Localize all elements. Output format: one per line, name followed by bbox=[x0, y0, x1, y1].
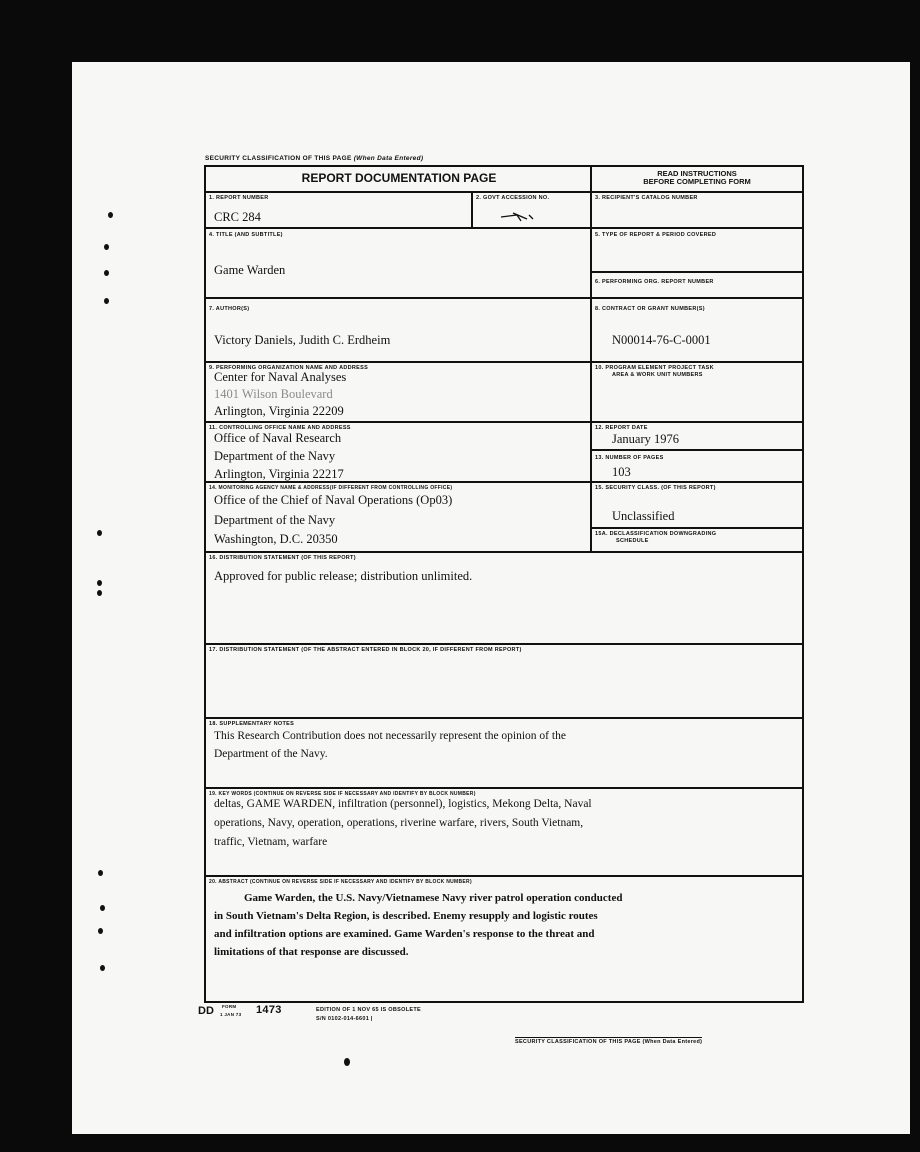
field-20-abstract bbox=[205, 876, 803, 1002]
field-15-value: Unclassified bbox=[612, 509, 675, 523]
field-16-label: 16. DISTRIBUTION STATEMENT (OF THIS REPORT) bbox=[209, 555, 356, 561]
field-11-line-2: Department of the Navy bbox=[214, 449, 336, 463]
field-20-line-3: and infiltration options are examined. Game Warden's response to the threat and bbox=[214, 928, 595, 940]
bottom-security-classification: SECURITY CLASSIFICATION OF THIS PAGE (When Data Entered) bbox=[515, 1039, 703, 1045]
read-instructions bbox=[592, 170, 802, 186]
field-10-program-element bbox=[591, 362, 803, 422]
field-15a-declassification bbox=[591, 528, 803, 552]
field-18-label: 18. SUPPLEMENTARY NOTES bbox=[209, 721, 295, 727]
scan-top-border bbox=[0, 0, 920, 62]
title-cell bbox=[205, 166, 591, 192]
field-5-label: 5. TYPE OF REPORT & PERIOD COVERED bbox=[595, 232, 717, 238]
field-20-line-2: in South Vietnam's Delta Region, is described. Enemy resupply and logistic routes bbox=[214, 910, 598, 922]
field-20-line-1: Game Warden, the U.S. Navy/Vietnamese Navy river patrol operation conducted bbox=[244, 892, 623, 904]
scan-dot bbox=[104, 298, 109, 304]
field-9-line-2: 1401 Wilson Boulevard bbox=[214, 387, 333, 401]
security-classification-header bbox=[205, 155, 423, 162]
field-3-recipient-catalog bbox=[591, 192, 803, 228]
field-1-value: CRC 284 bbox=[214, 210, 261, 224]
sn-text: S/N 0102-014-6601 | bbox=[316, 1016, 373, 1022]
scan-dot bbox=[97, 530, 102, 536]
field-12-label: 12. REPORT DATE bbox=[595, 425, 648, 431]
scan-dot bbox=[97, 590, 102, 596]
field-10-label-2: AREA & WORK UNIT NUMBERS bbox=[612, 372, 703, 378]
field-17-label: 17. DISTRIBUTION STATEMENT (OF THE ABSTRACT ENTERED IN BLOCK 20, IF DIFFERENT FROM REPORT) bbox=[209, 647, 522, 653]
field-19-line-1: deltas, GAME WARDEN, infiltration (personnel), logistics, Mekong Delta, Naval bbox=[214, 798, 592, 810]
scan-dot bbox=[108, 212, 113, 218]
field-2-govt-accession bbox=[472, 192, 591, 228]
read-instructions-line2: BEFORE COMPLETING FORM bbox=[643, 177, 751, 186]
field-4-value: Game Warden bbox=[214, 263, 286, 277]
form-title: REPORT DOCUMENTATION PAGE bbox=[301, 171, 497, 185]
field-20-line-4: limitations of that response are discussed. bbox=[214, 946, 409, 958]
field-18-line-1: This Research Contribution does not necessarily represent the opinion of the bbox=[214, 730, 566, 742]
scan-dot bbox=[98, 870, 103, 876]
field-9-performing-organization bbox=[205, 362, 591, 422]
field-11-line-1: Office of Naval Research bbox=[214, 431, 342, 445]
field-13-value: 103 bbox=[612, 465, 631, 479]
field-4-label: 4. TITLE (AND SUBTITLE) bbox=[209, 232, 283, 238]
field-12-report-date bbox=[591, 422, 803, 450]
field-15a-label: 15A. DECLASSIFICATION DOWNGRADING bbox=[595, 531, 717, 537]
field-15-label: 15. SECURITY CLASS. (OF THIS REPORT) bbox=[595, 485, 716, 491]
field-11-label: 11. CONTROLLING OFFICE NAME AND ADDRESS bbox=[209, 425, 351, 431]
form-top-text: FORM bbox=[222, 1004, 237, 1009]
field-18-line-2: Department of the Navy. bbox=[214, 748, 328, 760]
field-3-label: 3. RECIPIENT'S CATALOG NUMBER bbox=[595, 195, 698, 201]
scan-dot bbox=[100, 965, 105, 971]
field-15-security-class bbox=[591, 482, 803, 528]
field-9-label: 9. PERFORMING ORGANIZATION NAME AND ADDRESS bbox=[209, 365, 369, 371]
field-1-label: 1. REPORT NUMBER bbox=[209, 195, 269, 201]
instructions-cell bbox=[591, 166, 803, 192]
field-9-line-1: Center for Naval Analyses bbox=[214, 370, 347, 384]
field-6-label: 6. PERFORMING ORG. REPORT NUMBER bbox=[595, 279, 714, 285]
scan-dot bbox=[98, 928, 103, 934]
read-instructions-line1: READ INSTRUCTIONS bbox=[657, 169, 737, 178]
field-19-line-2: operations, Navy, operation, operations, riverine warfare, rivers, South Vietnam, bbox=[214, 817, 584, 829]
field-17-distribution-abstract bbox=[205, 644, 803, 718]
field-18-supplementary-notes bbox=[205, 718, 803, 788]
field-13-label: 13. NUMBER OF PAGES bbox=[595, 455, 664, 461]
dd-text: DD bbox=[198, 1005, 214, 1017]
field-8-label: 8. CONTRACT OR GRANT NUMBER(S) bbox=[595, 306, 705, 312]
scribble-mark bbox=[499, 209, 539, 225]
field-8-contract-number bbox=[591, 298, 803, 362]
scan-dot bbox=[104, 244, 109, 250]
form-date-text: 1 JAN 73 bbox=[220, 1012, 242, 1017]
field-16-value: Approved for public release; distribution unlimited. bbox=[214, 569, 473, 583]
field-12-value: January 1976 bbox=[612, 432, 679, 446]
field-15a-label-2: SCHEDULE bbox=[616, 538, 649, 544]
security-header-text: SECURITY CLASSIFICATION OF THIS PAGE bbox=[205, 155, 352, 162]
scan-dot bbox=[97, 580, 102, 586]
field-5-type-of-report bbox=[591, 228, 803, 272]
field-10-label: 10. PROGRAM ELEMENT PROJECT TASK bbox=[595, 365, 714, 371]
form-footer-dd bbox=[198, 1005, 214, 1017]
field-19-key-words bbox=[205, 788, 803, 876]
security-header-note: (When Data Entered) bbox=[353, 155, 424, 162]
field-2-label: 2. GOVT ACCESSION NO. bbox=[476, 195, 550, 201]
field-9-line-3: Arlington, Virginia 22209 bbox=[214, 404, 344, 418]
field-14-line-1: Office of the Chief of Naval Operations (Op03) bbox=[214, 493, 453, 507]
field-19-line-3: traffic, Vietnam, warfare bbox=[214, 836, 328, 848]
field-1-report-number bbox=[205, 192, 472, 228]
form-number: 1473 bbox=[256, 1004, 282, 1016]
field-7-value: Victory Daniels, Judith C. Erdheim bbox=[214, 333, 391, 347]
field-7-label: 7. AUTHOR(S) bbox=[209, 306, 250, 312]
field-14-label: 14. MONITORING AGENCY NAME & ADDRESS(IF DIFFERENT FROM CONTROLLING OFFICE) bbox=[209, 485, 453, 491]
field-11-controlling-office bbox=[205, 422, 591, 482]
field-20-label: 20. ABSTRACT (CONTINUE ON REVERSE SIDE IF NECESSARY AND IDENTIFY BY BLOCK NUMBER) bbox=[209, 879, 472, 885]
field-14-line-2: Department of the Navy bbox=[214, 513, 336, 527]
field-16-distribution-statement bbox=[205, 552, 803, 644]
field-8-value: N00014-76-C-0001 bbox=[612, 333, 711, 347]
field-14-line-3: Washington, D.C. 20350 bbox=[214, 532, 338, 546]
field-7-authors bbox=[205, 298, 591, 362]
field-14-monitoring-agency bbox=[205, 482, 591, 552]
scan-dot bbox=[100, 905, 105, 911]
field-6-performing-org bbox=[591, 272, 803, 298]
field-11-line-3: Arlington, Virginia 22217 bbox=[214, 467, 344, 481]
field-13-number-of-pages bbox=[591, 450, 803, 482]
field-19-label: 19. KEY WORDS (CONTINUE ON REVERSE SIDE IF NECESSARY AND IDENTIFY BY BLOCK NUMBER) bbox=[209, 791, 476, 797]
scan-dot bbox=[344, 1058, 350, 1066]
edition-text: EDITION OF 1 NOV 65 IS OBSOLETE bbox=[316, 1007, 421, 1013]
report-documentation-form bbox=[204, 165, 804, 1003]
field-4-title bbox=[205, 228, 591, 298]
scan-dot bbox=[104, 270, 109, 276]
